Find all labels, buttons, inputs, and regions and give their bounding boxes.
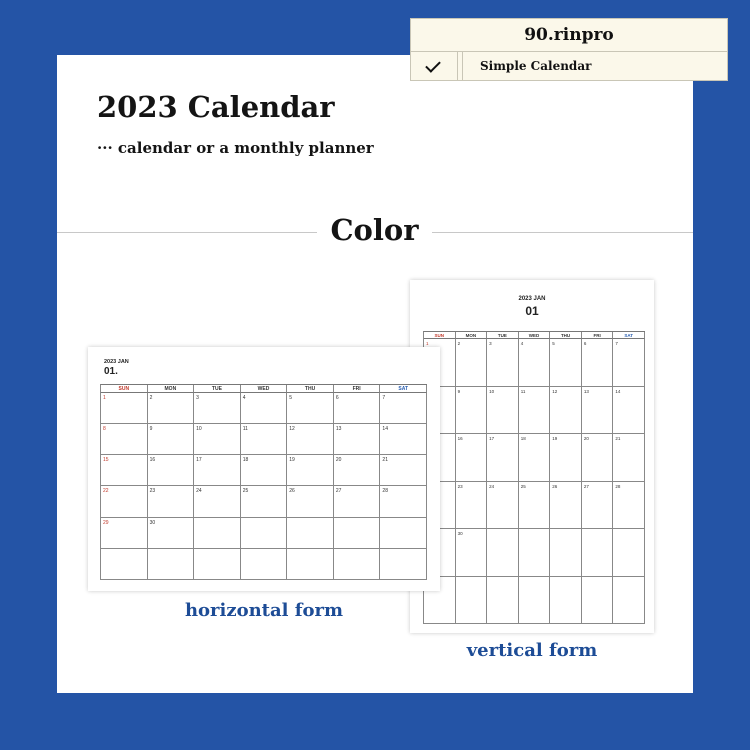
calendar-day-cell: 13 [582,387,614,435]
divider-right [432,232,693,233]
calendar-day-cell [287,518,334,549]
weekday-header: FRI [334,385,381,393]
calendar-grid [423,331,645,624]
calendar-day-cell: 27 [582,482,614,530]
calendar-day-cell: 19 [550,434,582,482]
calendar-day-cell: 12 [550,387,582,435]
calendar-day-cell [519,577,551,625]
calendar-day-cell: 5 [550,339,582,387]
calendar-day-cell: 17 [194,455,241,486]
weekday-header: THU [550,332,582,339]
calendar-day-cell: 14 [613,387,645,435]
weekday-header: FRI [582,332,614,339]
calendar-grid [100,384,427,580]
vertical-caption: vertical form [466,640,598,661]
calendar-day-cell: 8 [101,424,148,455]
calendar-day-cell [613,577,645,625]
weekday-header: THU [287,385,334,393]
calendar-day-cell [334,518,381,549]
calendar-day-cell: 26 [550,482,582,530]
calendar-day-cell: 28 [613,482,645,530]
calendar-day-cell: 13 [334,424,381,455]
calendar-day-cell: 5 [287,393,334,424]
calendar-day-cell: 14 [380,424,427,455]
weekday-header: WED [519,332,551,339]
calendar-day-cell [194,549,241,580]
weekday-header: TUE [487,332,519,339]
calendar-day-cell: 16 [148,455,195,486]
calendar-day-cell: 3 [194,393,241,424]
calendar-day-cell: 6 [334,393,381,424]
calendar-day-cell: 20 [582,434,614,482]
calendar-year-month: 2023 JAN [104,359,129,365]
calendar-day-cell: 24 [194,486,241,517]
calendar-day-cell: 10 [194,424,241,455]
calendar-day-cell: 1 [101,393,148,424]
calendar-day-cell: 29 [101,518,148,549]
calendar-day-cell: 27 [334,486,381,517]
calendar-day-cell [550,577,582,625]
calendar-year-month: 2023 JAN [518,296,546,302]
calendar-day-cell: 12 [287,424,334,455]
calendar-day-cell: 18 [241,455,288,486]
calendar-day-cell: 4 [519,339,551,387]
calendar-day-cell: 10 [487,387,519,435]
calendar-day-cell [380,549,427,580]
calendar-day-cell: 24 [487,482,519,530]
vertical-calendar-preview [410,280,654,633]
calendar-day-cell: 22 [101,486,148,517]
calendar-day-cell [582,577,614,625]
calendar-day-cell: 28 [380,486,427,517]
calendar-day-cell [613,529,645,577]
calendar-day-cell [487,529,519,577]
weekday-header: MON [148,385,195,393]
weekday-header: SUN [424,332,456,339]
calendar-day-cell [519,529,551,577]
check-icon [411,52,458,81]
calendar-day-cell: 4 [241,393,288,424]
calendar-day-cell: 7 [380,393,427,424]
calendar-day-cell: 16 [456,434,488,482]
calendar-day-cell: 30 [148,518,195,549]
calendar-day-cell [194,518,241,549]
weekday-header: SUN [101,385,148,393]
weekday-header: SAT [380,385,427,393]
page-title: 2023 Calendar [97,90,335,124]
section-title: Color [330,213,419,247]
calendar-month: 01 [525,304,539,318]
calendar-day-cell: 25 [519,482,551,530]
calendar-day-cell [582,529,614,577]
calendar-month: 01. [104,366,118,377]
calendar-day-cell: 20 [334,455,381,486]
calendar-day-cell: 2 [148,393,195,424]
badge-row [411,52,727,81]
calendar-day-cell: 30 [456,529,488,577]
calendar-day-cell: 21 [380,455,427,486]
calendar-day-cell: 9 [456,387,488,435]
calendar-day-cell: 1 [424,339,456,387]
product-name: Simple Calendar [480,59,592,73]
calendar-day-cell: 21 [613,434,645,482]
calendar-day-cell [287,549,334,580]
calendar-day-cell: 6 [582,339,614,387]
calendar-day-cell: 3 [487,339,519,387]
calendar-day-cell [101,549,148,580]
calendar-day-cell [241,518,288,549]
calendar-day-cell [487,577,519,625]
calendar-day-cell: 9 [148,424,195,455]
calendar-day-cell: 18 [519,434,551,482]
calendar-day-cell: 25 [241,486,288,517]
calendar-day-cell: 7 [613,339,645,387]
calendar-day-cell [334,549,381,580]
horizontal-caption: horizontal form [184,600,344,621]
page-subtitle: ··· calendar or a monthly planner [97,139,374,157]
calendar-day-cell: 23 [148,486,195,517]
calendar-day-cell: 23 [456,482,488,530]
calendar-day-cell: 2 [456,339,488,387]
calendar-day-cell [456,577,488,625]
weekday-header: TUE [194,385,241,393]
calendar-day-cell [380,518,427,549]
calendar-day-cell: 15 [101,455,148,486]
divider-left [57,232,317,233]
calendar-day-cell [148,549,195,580]
calendar-day-cell [241,549,288,580]
weekday-header: MON [456,332,488,339]
calendar-day-cell: 11 [519,387,551,435]
weekday-header: WED [241,385,288,393]
calendar-day-cell: 19 [287,455,334,486]
calendar-day-cell: 11 [241,424,288,455]
brand-badge [410,18,728,81]
weekday-header: SAT [613,332,645,339]
calendar-day-cell: 26 [287,486,334,517]
brand-name: 90.rinpro [411,19,727,52]
horizontal-calendar-preview [88,347,440,591]
calendar-day-cell: 17 [487,434,519,482]
calendar-day-cell [550,529,582,577]
